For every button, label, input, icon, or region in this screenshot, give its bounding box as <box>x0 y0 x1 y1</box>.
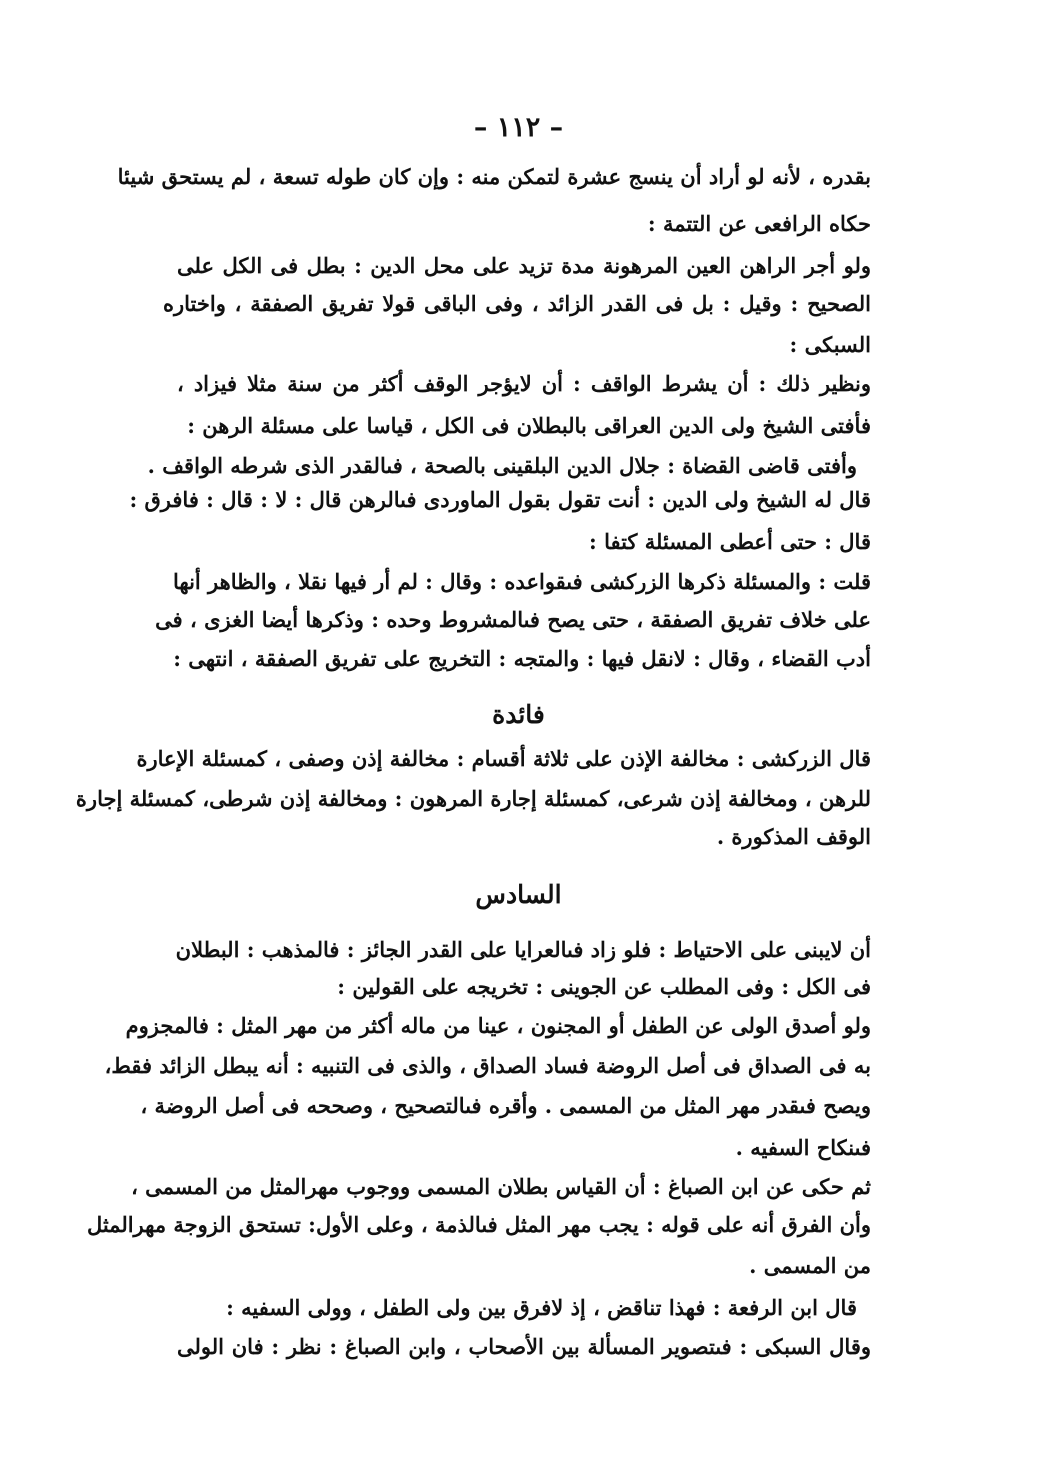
text-line: ولو أجر الراهن العين المرهونة مدة تزيد على محل الدين : بطل فى الكل على <box>177 253 871 278</box>
text-line: حكاه الرافعى عن التتمة : <box>647 211 871 236</box>
text-line: فى الكل : وفى المطلب عن الجوينى : تخريجه على القولين : <box>337 974 871 999</box>
text-line: فأفتى الشيخ ولى الدين العراقى بالبطلان فى الكل ، قياسا على مسئلة الرهن : <box>187 413 871 438</box>
text-line: وأن الفرق أنه على قوله : يجب مهر المثل فىالذمة ، وعلى الأول: تستحق الزوجة مهرالمثل <box>86 1212 871 1237</box>
page-number: – ١١٢ – <box>473 112 564 143</box>
text-line: قال له الشيخ ولى الدين : أنت تقول بقول الماوردى فىالرهن قال : لا : قال : فافرق : <box>129 487 871 512</box>
text-line: من المسمى . <box>749 1253 871 1278</box>
text-line: وأفتى قاضى القضاة : جلال الدين البلقينى بالصحة ، فىالقدر الذى شرطه الواقف . <box>147 453 857 478</box>
text-line: ونظير ذلك : أن يشرط الواقف : أن لايؤجر الوقف أكثر من سنة مثلا فيزاد ، <box>177 371 871 396</box>
section-heading-sadis: السادس <box>475 880 562 909</box>
text-line: قال ابن الرفعة : فهذا تناقض ، إذ لافرق بين ولى الطفل ، وولى السفيه : <box>226 1295 857 1320</box>
text-line: الوقف المذكورة . <box>716 824 871 849</box>
text-line: قال : حتى أعطى المسئلة كتفا : <box>589 529 871 554</box>
text-line: أن لايبنى على الاحتياط : فلو زاد فىالعرايا على القدر الجائز : فالمذهب : البطلان <box>175 937 871 962</box>
text-line: قلت : والمسئلة ذكرها الزركشى فىقواعده : وقال : لم أر فيها نقلا ، والظاهر أنها <box>172 569 871 594</box>
text-line: فىنكاح السفيه . <box>735 1135 871 1160</box>
text-line: وقال السبكى : فىتصوير المسألة بين الأصحاب ، وابن الصباغ : نظر : فان الولى <box>177 1334 871 1359</box>
text-line: الصحيح : وقيل : بل فى القدر الزائد ، وفى الباقى قولا تفريق الصفقة ، واختاره <box>163 291 871 316</box>
text-line: السبكى : <box>789 332 871 357</box>
text-line: أدب القضاء ، وقال : لانقل فيها : والمتجه : التخريج على تفريق الصفقة ، انتهى : <box>173 646 871 671</box>
text-line: للرهن ، ومخالفة إذن شرعى، كمسئلة إجارة المرهون : ومخالفة إذن شرطى، كمسئلة إجارة <box>75 786 871 811</box>
text-line: به فى الصداق فى أصل الروضة فساد الصداق ، والذى فى التنبيه : أنه يبطل الزائد فقط، <box>104 1053 871 1078</box>
section-heading-faida: فائدة <box>492 700 545 729</box>
text-line: ثم حكى عن ابن الصباغ : أن القياس بطلان المسمى ووجوب مهرالمثل من المسمى ، <box>131 1174 871 1199</box>
text-line: ولو أصدق الولى عن الطفل أو المجنون ، عينا من ماله أكثر من مهر المثل : فالمجزوم <box>125 1013 871 1038</box>
text-line: ويصح فىقدر مهر المثل من المسمى . وأقره فىالتصحيح ، وصححه فى أصل الروضة ، <box>140 1093 871 1118</box>
text-line: على خلاف تفريق الصفقة ، حتى يصح فىالمشروط وحده : وذكرها أيضا الغزى ، فى <box>155 607 871 632</box>
text-line: قال الزركشى : مخالفة الإذن على ثلاثة أقسام : مخالفة إذن وصفى ، كمسئلة الإعارة <box>136 746 871 771</box>
text-line: بقدره ، لأنه لو أراد أن ينسج عشرة لتمكن منه : وإن كان طوله تسعة ، لم يستحق شيئا <box>117 164 871 189</box>
